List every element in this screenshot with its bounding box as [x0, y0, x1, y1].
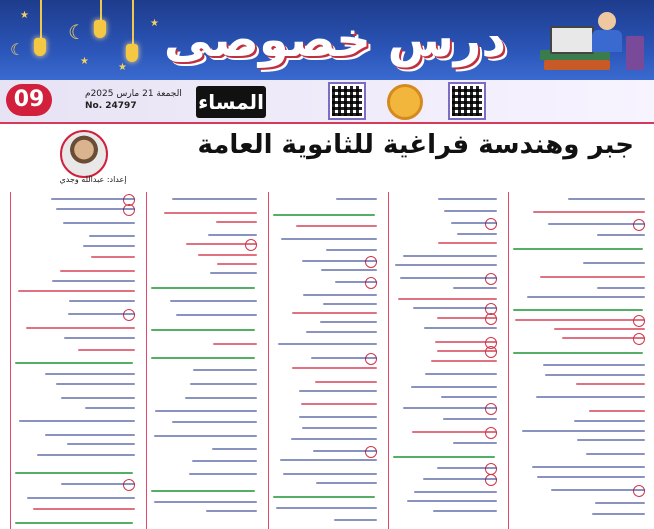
section-divider: [15, 472, 133, 474]
moon-icon: ☾: [68, 20, 86, 44]
handwritten-line: [186, 243, 257, 245]
question-number-marker: [365, 277, 377, 289]
handwritten-line: [527, 296, 645, 298]
moon-icon: ☾: [10, 40, 25, 59]
books-icon: [520, 6, 650, 76]
question-number-marker: [485, 403, 497, 415]
handwritten-line: [302, 427, 377, 429]
question-number-marker: [365, 446, 377, 458]
handwritten-line: [407, 500, 497, 502]
lantern-icon: [126, 44, 138, 62]
handwritten-line: [335, 281, 377, 283]
handwritten-line: [78, 349, 135, 351]
section-divider: [513, 309, 643, 311]
section-divider: [273, 214, 375, 216]
handwritten-line: [589, 410, 645, 412]
handwritten-line: [27, 497, 135, 499]
handwritten-line: [198, 254, 257, 256]
question-number-marker: [633, 219, 645, 231]
handwritten-line: [208, 234, 257, 236]
question-number-marker: [633, 485, 645, 497]
section-divider: [151, 357, 255, 359]
handwritten-line: [64, 337, 135, 339]
handwritten-line: [536, 396, 645, 398]
handwritten-line: [302, 260, 377, 262]
question-number-marker: [633, 315, 645, 327]
author-photo: [60, 130, 108, 178]
handwritten-line: [540, 276, 645, 278]
question-number-marker: [123, 309, 135, 321]
handwritten-line: [45, 434, 135, 436]
handwritten-line: [292, 367, 377, 369]
handwritten-line: [170, 300, 257, 302]
question-number-marker: [485, 218, 497, 230]
handwritten-line: [89, 235, 135, 237]
handwritten-line: [453, 287, 497, 289]
section-divider: [15, 522, 133, 524]
handwritten-line: [577, 439, 645, 441]
handwritten-line: [586, 453, 645, 455]
handwritten-line: [431, 360, 497, 362]
handwritten-line: [533, 211, 645, 213]
question-number-marker: [245, 239, 257, 251]
worksheet-column: [388, 192, 501, 529]
lantern-string: [100, 0, 102, 22]
handwritten-line: [154, 435, 257, 437]
handwritten-line: [457, 233, 497, 235]
handwritten-line: [155, 410, 257, 412]
handwritten-line: [18, 290, 135, 292]
date-line: الجمعة 21 مارس 2025م: [85, 89, 182, 99]
handwritten-line: [437, 350, 497, 352]
handwritten-line: [91, 256, 135, 258]
handwritten-line: [301, 403, 377, 405]
lantern-icon: [34, 38, 46, 56]
handwritten-line: [515, 319, 645, 321]
handwritten-line: [568, 198, 645, 200]
handwritten-line: [323, 303, 377, 305]
handwritten-line: [189, 473, 257, 475]
handwritten-line: [56, 383, 135, 385]
worksheet-column: [508, 192, 649, 529]
handwritten-line: [280, 459, 377, 461]
section-divider: [273, 496, 375, 498]
worksheet-column: [268, 192, 381, 529]
handwritten-line: [299, 390, 377, 392]
handwritten-line: [443, 418, 497, 420]
handwritten-line: [281, 238, 377, 240]
lantern-string: [40, 0, 42, 40]
handwritten-line: [299, 416, 377, 418]
handwritten-line: [437, 317, 497, 319]
handwritten-line: [206, 510, 257, 512]
handwritten-line: [597, 287, 645, 289]
star-icon: ★: [20, 10, 29, 21]
handwritten-line: [336, 198, 377, 200]
handwritten-line: [400, 277, 497, 279]
handwritten-line: [315, 381, 377, 383]
alarm-clock-icon: [387, 84, 423, 120]
handwritten-line: [316, 482, 377, 484]
handwritten-line: [320, 321, 377, 323]
handwritten-line: [545, 374, 645, 376]
handwritten-line: [321, 269, 377, 271]
handwritten-line: [303, 294, 377, 296]
handwritten-line: [326, 249, 377, 251]
handwritten-line: [554, 328, 645, 330]
handwritten-line: [441, 396, 497, 398]
handwritten-line: [296, 225, 377, 227]
handwritten-line: [67, 443, 135, 445]
handwritten-line: [164, 212, 257, 214]
handwritten-line: [56, 208, 135, 210]
handwritten-line: [532, 466, 645, 468]
question-number-marker: [485, 474, 497, 486]
handwritten-line: [425, 373, 497, 375]
handwritten-line: [435, 341, 497, 343]
handwritten-line: [592, 513, 645, 515]
handwritten-line: [311, 357, 377, 359]
handwritten-line: [313, 450, 377, 452]
handwritten-line: [576, 383, 645, 385]
star-icon: ★: [118, 62, 127, 73]
handwritten-line: [26, 327, 135, 329]
qr-code-icon: [330, 84, 364, 118]
qr-code-icon: [450, 84, 484, 118]
handwritten-line: [412, 431, 497, 433]
handwritten-line: [176, 314, 257, 316]
handwritten-line: [306, 331, 377, 333]
handwritten-line: [411, 386, 497, 388]
handwritten-line: [192, 460, 257, 462]
star-icon: ★: [150, 18, 159, 29]
handwritten-line: [212, 448, 257, 450]
handwritten-line: [68, 313, 135, 315]
handwritten-line: [551, 489, 645, 491]
handwritten-line: [403, 407, 497, 409]
handwritten-line: [597, 234, 645, 236]
handwritten-line: [85, 407, 135, 409]
article-headline: جبر وهندسة فراغية للثانوية العامة: [197, 130, 634, 160]
question-number-marker: [365, 353, 377, 365]
handwritten-line: [543, 364, 645, 366]
handwritten-line: [583, 262, 645, 264]
author-byline: إعداد: عبدالله وجدي: [59, 175, 127, 184]
handwritten-line: [45, 373, 135, 375]
handwritten-line: [403, 255, 497, 257]
handwritten-line: [185, 397, 257, 399]
handwritten-line: [438, 198, 497, 200]
question-number-marker: [123, 479, 135, 491]
handwritten-line: [537, 476, 645, 478]
handwritten-line: [83, 245, 135, 247]
handwritten-line: [291, 438, 377, 440]
handwritten-line: [548, 223, 645, 225]
handwritten-line: [276, 507, 377, 509]
handwritten-line: [33, 508, 135, 510]
handwritten-line: [398, 298, 497, 300]
handwritten-line: [278, 343, 377, 345]
handwritten-line: [423, 478, 497, 480]
section-banner: [0, 0, 654, 80]
handwritten-line: [154, 501, 257, 503]
handwritten-line: [438, 242, 497, 244]
handwritten-line: [413, 307, 497, 309]
question-number-marker: [485, 313, 497, 325]
question-number-marker: [485, 427, 497, 439]
section-divider: [513, 248, 643, 250]
handwritten-line: [61, 397, 135, 399]
handwritten-line: [562, 337, 645, 339]
newspaper-logo: المساء: [196, 86, 266, 118]
lantern-string: [132, 0, 134, 46]
section-divider: [151, 329, 255, 331]
handwritten-line: [414, 491, 497, 493]
handwritten-line: [190, 383, 257, 385]
handwritten-line: [217, 263, 257, 265]
handwritten-line: [292, 312, 377, 314]
page-number-badge: 09: [6, 84, 52, 116]
handwritten-line: [334, 519, 377, 521]
handwritten-line: [433, 510, 497, 512]
handwritten-line: [437, 467, 497, 469]
section-divider: [151, 490, 255, 492]
worksheet-column: [146, 192, 261, 529]
handwritten-line: [172, 421, 257, 423]
section-divider: [393, 456, 495, 458]
section-divider: [513, 352, 643, 354]
section-divider: [151, 287, 255, 289]
question-number-marker: [633, 333, 645, 345]
handwritten-line: [61, 483, 135, 485]
section-divider: [15, 362, 133, 364]
handwritten-line: [522, 430, 645, 432]
worksheet-column: [10, 192, 139, 529]
handwritten-line: [60, 270, 135, 272]
handwritten-line: [451, 222, 497, 224]
handwritten-line: [37, 454, 135, 456]
handwritten-line: [574, 420, 645, 422]
handwritten-line: [210, 272, 257, 274]
question-number-marker: [485, 346, 497, 358]
handwritten-line: [453, 442, 497, 444]
question-number-marker: [123, 204, 135, 216]
handwritten-line: [172, 198, 257, 200]
handwritten-line: [424, 327, 497, 329]
lantern-icon: [94, 20, 106, 38]
handwritten-line: [444, 210, 497, 212]
handwritten-line: [52, 280, 135, 282]
handwritten-line: [216, 221, 257, 223]
handwritten-line: [63, 222, 135, 224]
banner-title: درس خصوصى: [163, 12, 507, 68]
handwritten-line: [69, 300, 135, 302]
handwritten-line: [51, 198, 135, 200]
handwritten-line: [283, 473, 377, 475]
handwritten-line: [19, 420, 135, 422]
handwritten-line: [395, 264, 497, 266]
handwritten-line: [595, 502, 645, 504]
handwritten-line: [193, 369, 257, 371]
issue-number: No. 24797: [85, 101, 137, 111]
question-number-marker: [485, 273, 497, 285]
handwritten-line: [213, 343, 257, 345]
question-number-marker: [365, 256, 377, 268]
star-icon: ★: [80, 56, 89, 67]
